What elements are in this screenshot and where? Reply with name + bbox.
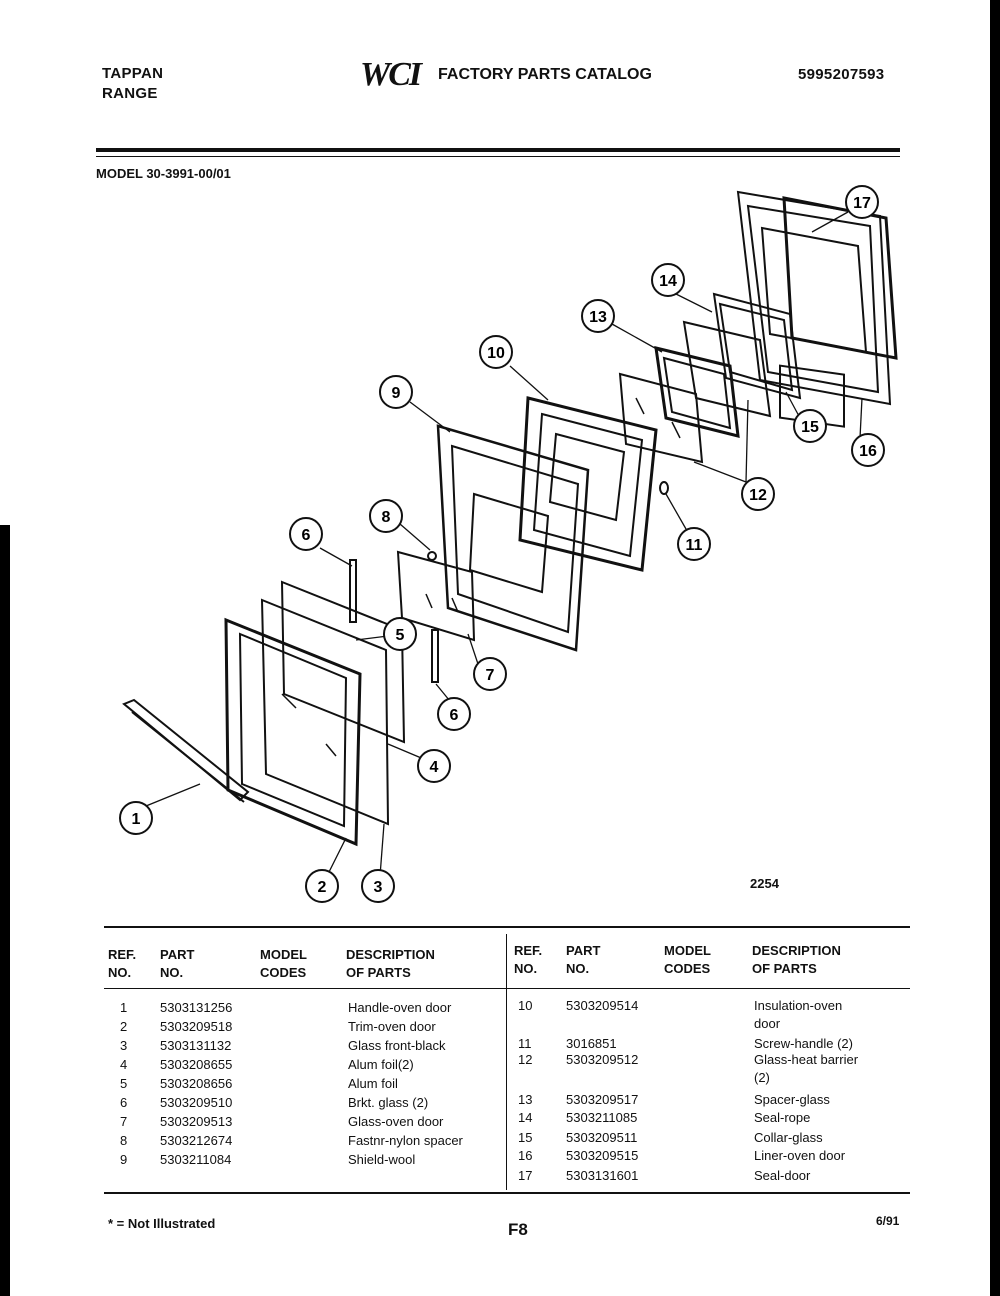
scan-edge-left (0, 525, 10, 1296)
row-part-number: 5303211084 (160, 1152, 232, 1167)
svg-text:6: 6 (301, 527, 311, 544)
row-description: Trim-oven door (348, 1019, 436, 1034)
callout-16 (852, 434, 884, 466)
svg-text:15: 15 (801, 419, 819, 436)
row-part-number: 5303209513 (160, 1114, 233, 1129)
exploded-view-diagram (96, 180, 916, 920)
row-part-number: 5303209517 (566, 1092, 639, 1107)
brand-block (102, 64, 163, 104)
brand-line-1: TAPPAN (102, 65, 164, 82)
header-model-right: MODEL CODES (664, 943, 711, 976)
part-spacer-glass (656, 348, 738, 436)
svg-text:17: 17 (853, 195, 871, 212)
not-illustrated-note: * = Not Illustrated (108, 1216, 216, 1231)
row-part-number: 5303212674 (160, 1133, 233, 1148)
figure-number: 2254 (750, 876, 779, 891)
row-description: Seal-rope (754, 1110, 811, 1125)
callout-15 (794, 410, 826, 442)
row-ref: 12 (518, 1052, 533, 1067)
svg-text:4: 4 (429, 759, 439, 776)
scan-edge-right (990, 0, 1000, 1296)
row-ref: 10 (518, 998, 533, 1013)
svg-text:14: 14 (659, 273, 677, 290)
row-ref: 2 (120, 1019, 128, 1034)
callout-6a (290, 518, 322, 550)
row-description-cont: (2) (754, 1070, 770, 1085)
header-part-right: PART NO. (566, 943, 601, 976)
table-header-rule (104, 988, 910, 989)
callout-12 (742, 478, 774, 510)
row-part-number: 5303209515 (566, 1148, 639, 1163)
row-part-number: 5303211085 (566, 1110, 638, 1125)
row-ref: 6 (120, 1095, 128, 1110)
callout-2 (306, 870, 338, 902)
catalog-title: FACTORY PARTS CATALOG (438, 66, 652, 83)
header-desc-right: DESCRIPTION OF PARTS (752, 943, 841, 976)
row-part-number: 5303209510 (160, 1095, 233, 1110)
brand-line-2: RANGE (102, 85, 158, 102)
header-part: PART NO. (160, 947, 195, 980)
row-ref: 9 (120, 1152, 128, 1167)
row-part-number: 5303209514 (566, 998, 639, 1013)
part-alum-foil (262, 582, 404, 824)
row-description: Spacer-glass (754, 1092, 830, 1107)
row-part-number: 3016851 (566, 1036, 617, 1051)
header-rule (96, 148, 900, 152)
svg-text:16: 16 (859, 443, 877, 460)
table-bottom-rule (104, 1192, 910, 1194)
row-description: Shield-wool (348, 1152, 416, 1167)
callout-6b (438, 698, 470, 730)
row-ref: 16 (518, 1148, 533, 1163)
row-ref: 4 (120, 1057, 128, 1072)
callout-11 (678, 528, 710, 560)
row-part-number: 5303209511 (566, 1130, 638, 1145)
row-part-number: 5303209518 (160, 1019, 233, 1034)
row-ref: 5 (120, 1076, 128, 1091)
row-ref: 15 (518, 1130, 533, 1145)
row-part-number: 5303131601 (566, 1168, 639, 1183)
table-column-divider (506, 934, 507, 1190)
callout-7 (474, 658, 506, 690)
callout-13 (582, 300, 614, 332)
part-fastener-nylon-spacer (428, 552, 436, 560)
row-ref: 7 (120, 1114, 128, 1129)
row-part-number: 5303131132 (160, 1038, 232, 1053)
table-top-rule (104, 926, 910, 928)
row-ref: 3 (120, 1038, 128, 1053)
callout-8 (370, 500, 402, 532)
part-liner-oven-door (738, 192, 890, 404)
callout-10 (480, 336, 512, 368)
row-description: Handle-oven door (348, 1000, 452, 1015)
row-description: Collar-glass (754, 1130, 823, 1145)
header-desc: DESCRIPTION OF PARTS (346, 947, 435, 980)
row-description: Fastnr-nylon spacer (348, 1133, 463, 1148)
row-description: Seal-door (754, 1168, 811, 1183)
part-glass-front-black (226, 620, 360, 844)
row-part-number: 5303208656 (160, 1076, 233, 1091)
callout-3 (362, 870, 394, 902)
row-ref: 17 (518, 1168, 533, 1183)
svg-text:10: 10 (487, 345, 505, 362)
svg-text:8: 8 (381, 509, 391, 526)
model-label: MODEL 30-3991-00/01 (96, 166, 231, 181)
row-description: Brkt. glass (2) (348, 1095, 429, 1110)
callout-4 (418, 750, 450, 782)
row-description: Liner-oven door (754, 1148, 846, 1163)
wci-logo: WCI (360, 56, 421, 93)
row-part-number: 5303208655 (160, 1057, 233, 1072)
row-ref: 1 (120, 1000, 128, 1015)
svg-text:13: 13 (589, 309, 607, 326)
header-ref: REF. NO. (108, 947, 137, 980)
svg-text:3: 3 (373, 879, 383, 896)
svg-text:12: 12 (749, 487, 767, 504)
row-description: Alum foil(2) (348, 1057, 414, 1072)
callout-14 (652, 264, 684, 296)
page-code: F8 (508, 1220, 528, 1239)
row-description: Glass front-black (348, 1038, 446, 1053)
row-part-number: 5303209512 (566, 1052, 639, 1067)
svg-text:2: 2 (317, 879, 327, 896)
row-ref: 11 (518, 1036, 532, 1051)
svg-text:6: 6 (449, 707, 459, 724)
row-description: Screw-handle (2) (754, 1036, 853, 1051)
row-description-cont: door (754, 1016, 781, 1031)
row-description: Glass-oven door (348, 1114, 444, 1129)
header-ref-right: REF. NO. (514, 943, 543, 976)
row-description: Glass-heat barrier (754, 1052, 859, 1067)
svg-text:9: 9 (391, 385, 401, 402)
revision-date: 6/91 (876, 1214, 900, 1228)
svg-text:1: 1 (131, 811, 141, 828)
part-screw-handle (660, 482, 668, 494)
svg-text:5: 5 (395, 627, 405, 644)
row-ref: 13 (518, 1092, 533, 1107)
callout-17 (846, 186, 878, 218)
callout-9 (380, 376, 412, 408)
row-description: Alum foil (348, 1076, 398, 1091)
row-description: Insulation-oven (754, 998, 843, 1013)
svg-text:7: 7 (485, 667, 495, 684)
callout-5 (384, 618, 416, 650)
svg-text:11: 11 (685, 537, 703, 554)
header-model: MODEL CODES (260, 947, 307, 980)
row-part-number: 5303131256 (160, 1000, 233, 1015)
row-ref: 14 (518, 1110, 533, 1125)
callout-1 (120, 802, 152, 834)
header-rule-thin (96, 156, 900, 157)
row-ref: 8 (120, 1133, 128, 1148)
catalog-number: 5995207593 (798, 66, 885, 83)
